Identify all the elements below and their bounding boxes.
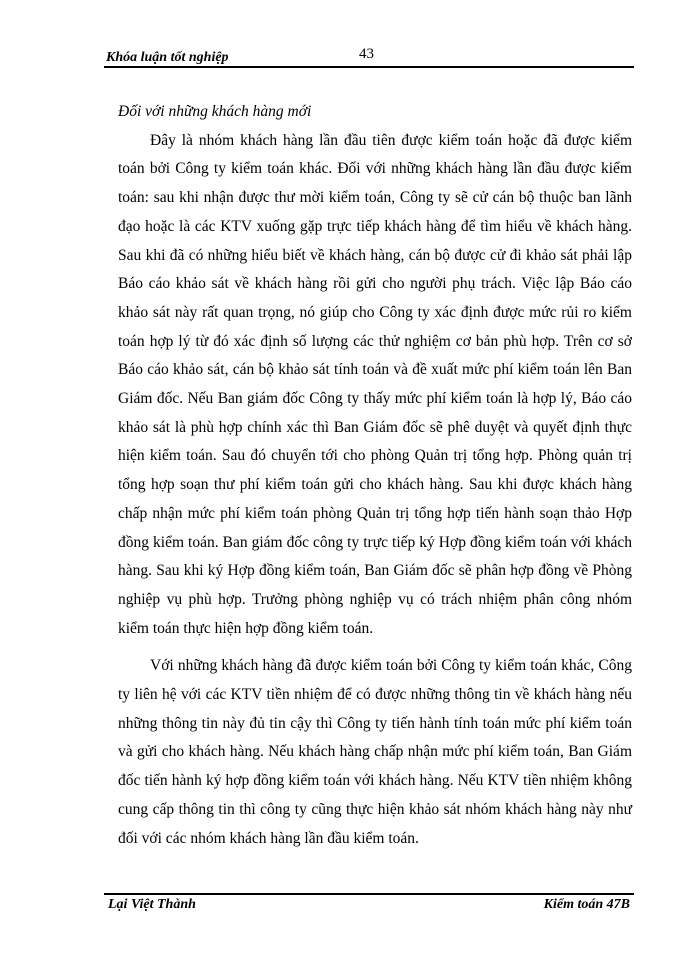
paragraph: Với những khách hàng đã được kiểm toán bởi Công ty kiểm toán khác, Công ty liên hệ với các KTV tiền nhiệm để có được những thông tin về khách hàng nếu những thông tin này đủ tin cậy thì Công ty tiến hành tính toán mức phí kiểm toán và gửi cho khách hàng. Nếu khách hàng chấp nhận mức phí kiểm toán, Ban Giám đốc tiến hành ký hợp đồng kiểm toán với khách hàng. Nếu KTV tiền nhiệm không cung cấp thông tin thì công ty cũng thực hiện khảo sát nhóm khách hàng này như đối với các nhóm khách hàng lần đầu kiểm toán. <box>118 657 632 847</box>
header-divider <box>104 66 634 68</box>
footer-author: Lại Việt Thành <box>108 897 196 912</box>
body-content <box>118 98 632 853</box>
page-number: 43 <box>359 46 374 62</box>
section-heading: Đối với những khách hàng mới <box>118 103 312 120</box>
page-header <box>104 40 634 68</box>
header-title: Khóa luận tốt nghiệp <box>106 50 229 65</box>
paragraph: Đây là nhóm khách hàng lần đầu tiên được kiểm toán hoặc đã được kiểm toán bởi Công ty kiểm toán khác. Đối với những khách hàng lần đầu được kiểm toán: sau khi nhận được thư mời kiểm toán, Công ty sẽ cử cán bộ thuộc ban lãnh đạo hoặc là các KTV xuống gặp trực tiếp khách hàng để tìm hiểu về khách hàng. Sau khi đã có những hiểu biết về khách hàng, cán bộ được cử đi khảo sát phải lập Báo cáo khảo sát về khách hàng rồi gửi cho người phụ trách. Việc lập Báo cáo khảo sát này rất quan trọng, nó giúp cho Công ty xác định được mức rủi ro kiểm toán hợp lý từ đó xác định số lượng các thử nghiệm cơ bản phù hợp. Trên cơ sở Báo cáo khảo sát, cán bộ khảo sát tính toán và đề xuất mức phí kiểm toán lên Ban Giám đốc. Nếu Ban giám đốc Công ty thấy mức phí kiểm toán là hợp lý, Báo cáo khảo sát là phù hợp chính xác thì Ban Giám đốc sẽ phê duyệt và quyết định thực hiện kiểm toán. Sau đó chuyển tới cho phòng Quản trị tổng hợp. Phòng quản trị tổng hợp soạn thư phí kiểm toán gửi cho khách hàng. Sau khi được khách hàng chấp nhận mức phí kiểm toán phòng Quản trị tổng hợp tiến hành soạn thảo Hợp đồng kiểm toán. Ban giám đốc công ty trực tiếp ký Hợp đồng kiểm toán với khách hàng. Sau khi ký Hợp đồng kiểm toán, Ban Giám đốc sẽ phân hợp đồng về Phòng nghiệp vụ phù hợp. Trưởng phòng nghiệp vụ có trách nhiệm phân công nhóm kiểm toán thực hiện hợp đồng kiểm toán. <box>118 131 632 637</box>
footer-divider <box>104 893 634 895</box>
footer-class: Kiểm toán 47B <box>543 897 630 912</box>
